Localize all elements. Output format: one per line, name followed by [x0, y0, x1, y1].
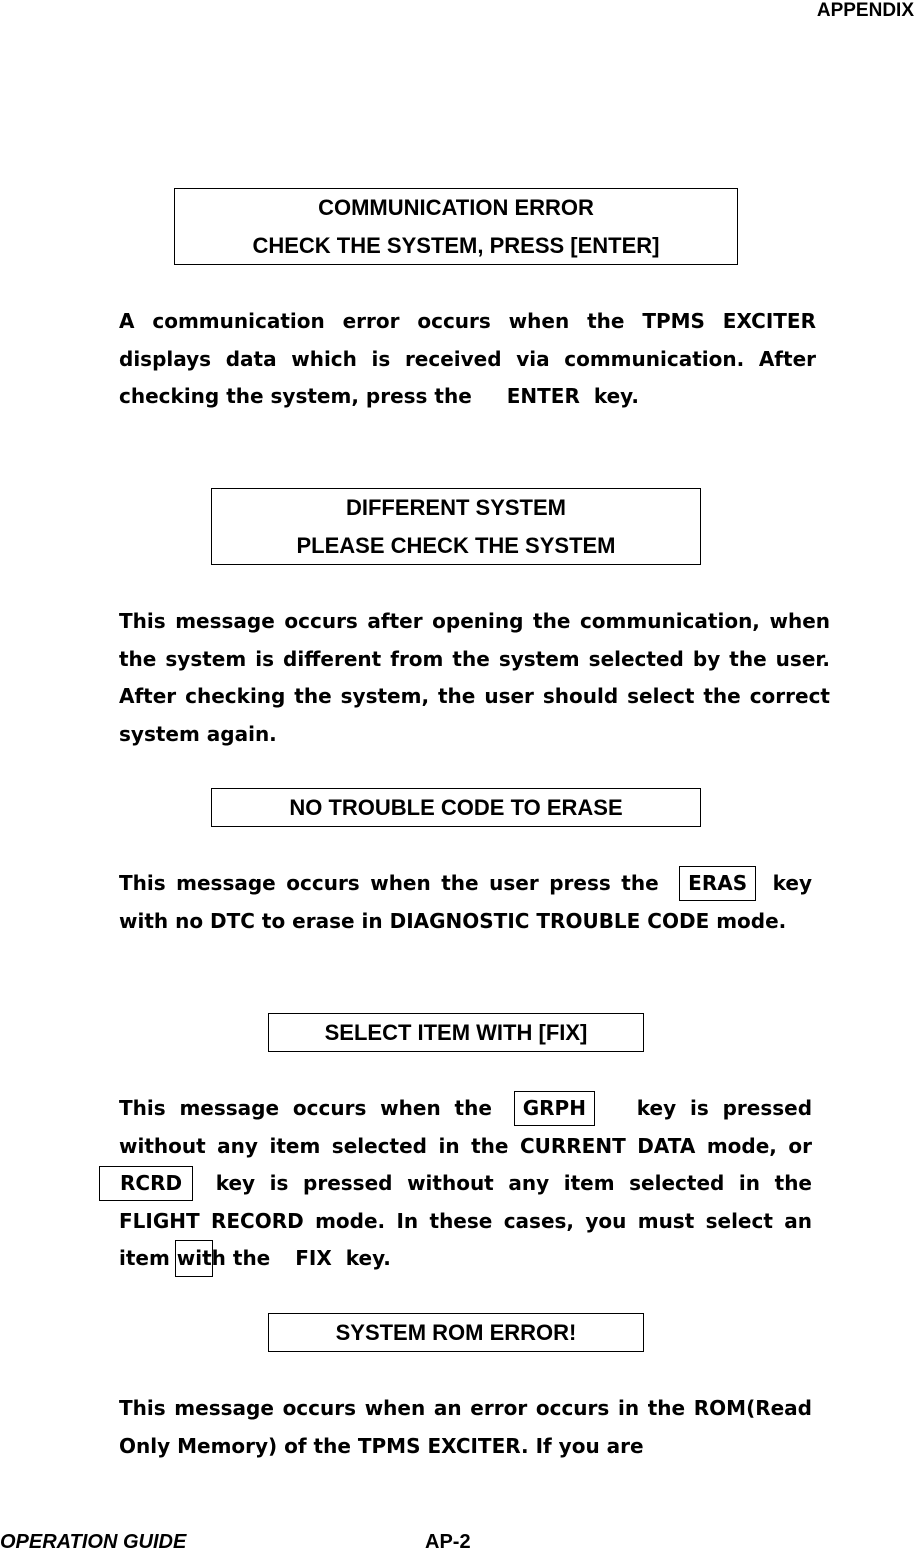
description-system-rom-error: This message occurs when an error occurs in the ROM(Read Only Memory) of the TPMS EXCITER. If you are [119, 1396, 812, 1458]
description-no-trouble-code [119, 865, 812, 940]
description-text: key with no DTC to erase in DIAGNOSTIC TROUBLE CODE mode. [119, 871, 812, 933]
description-text: key is pressed without any item selected in the FLIGHT RECORD mode. In these cases, you must select an item with the [119, 1171, 812, 1270]
fix-key-label: FIX [295, 1246, 332, 1270]
description-different-system: This message occurs after opening the communication, when the system is different from the system selected by the user. After checking the system, the user should select the correct system again. [119, 609, 830, 746]
message-line: DIFFERENT SYSTEM [345, 494, 566, 520]
stray-key-frame [175, 1240, 213, 1277]
description-text: key. [345, 1246, 391, 1270]
description-text: This message occurs when the user press the [119, 871, 659, 895]
message-box-no-trouble-code [211, 788, 701, 827]
message-line: COMMUNICATION ERROR [318, 194, 594, 220]
eras-key: ERAS [679, 866, 756, 901]
description-text: A communication error occurs when the TPMS EXCITER displays data which is received via communication. After checking the system, press the [119, 309, 816, 408]
message-box-system-rom-error [268, 1313, 644, 1352]
footer-page-number: AP-2 [425, 1531, 471, 1553]
footer-guide-name: OPERATION GUIDE [0, 1531, 187, 1553]
description-text: This message occurs when the [119, 1096, 492, 1120]
message-line: SELECT ITEM WITH [FIX] [324, 1019, 588, 1045]
grph-key: GRPH [514, 1091, 595, 1126]
message-line: PLEASE CHECK THE SYSTEM [296, 532, 616, 558]
message-line: CHECK THE SYSTEM, PRESS [ENTER] [252, 232, 660, 258]
message-box-different-system [211, 488, 701, 565]
message-box-communication-error [174, 188, 738, 265]
description-communication-error [119, 303, 816, 416]
message-box-select-item [268, 1013, 644, 1052]
rcrd-key: RCRD [99, 1166, 193, 1201]
section-header: APPENDIX [816, 0, 914, 21]
enter-key-label: ENTER [506, 384, 580, 408]
description-select-item [119, 1090, 812, 1278]
message-line: SYSTEM ROM ERROR! [335, 1319, 577, 1345]
description-text: key. [593, 384, 639, 408]
description-text: key is pressed without any item selected in the CURRENT DATA mode, or [119, 1096, 813, 1158]
message-line: NO TROUBLE CODE TO ERASE [289, 794, 623, 820]
